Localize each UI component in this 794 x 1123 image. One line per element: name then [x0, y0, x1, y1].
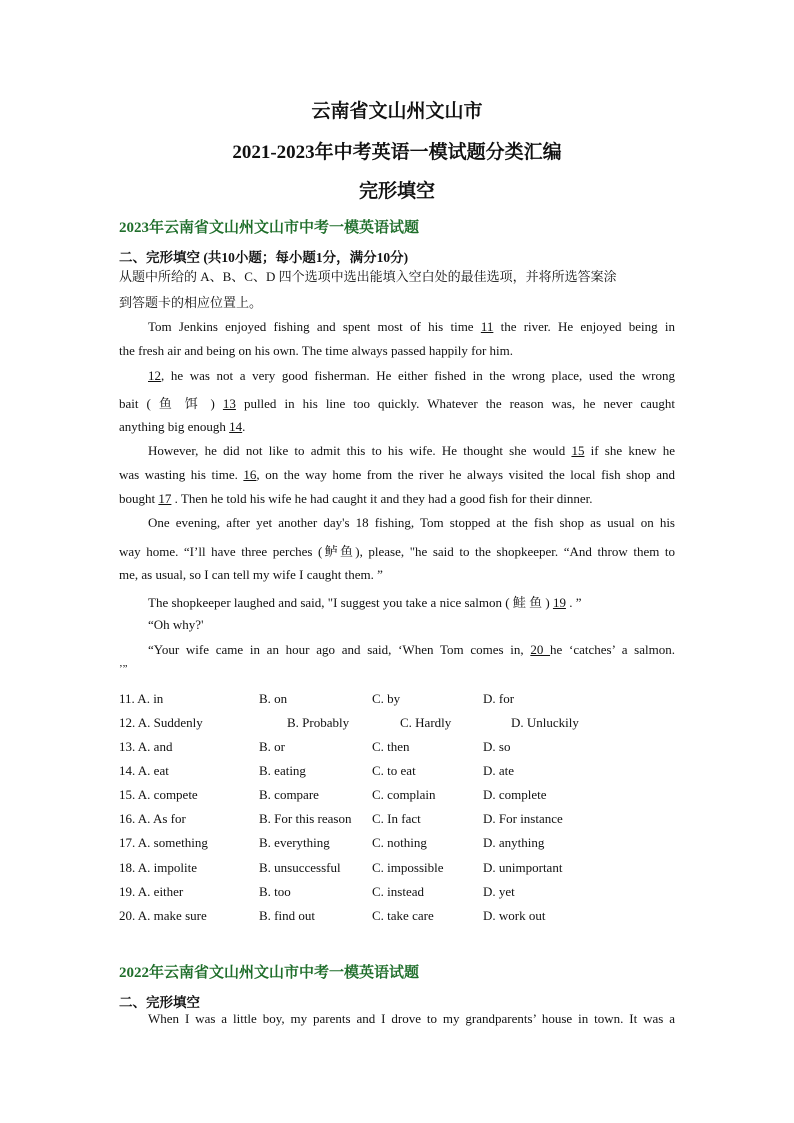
option-b: B. find out — [259, 908, 315, 923]
option-b: B. on — [259, 691, 288, 706]
passage-line: 12, he was not a very good fisherman. He either fished in the wrong place, used the wrong — [148, 368, 675, 383]
option-c: C. In fact — [372, 811, 421, 826]
passage-line: One evening, after yet another day's 18 fishing, Tom stopped at the fish shop as usual on his — [148, 515, 675, 530]
blank-19: 19 — [552, 595, 566, 610]
section-heading-2023: 2023年云南省文山州文山市中考一模英语试题 — [119, 220, 420, 236]
option-b: B. eating — [259, 763, 306, 778]
option-c: C. complain — [372, 787, 436, 802]
option-b: B. everything — [259, 835, 330, 850]
blank-16: 16 — [243, 467, 257, 482]
option-d: D. work out — [483, 908, 546, 923]
option-d: D. so — [483, 739, 511, 754]
blank-17: 17 — [158, 491, 172, 506]
question-number-option-a: 20. A. make sure — [119, 908, 207, 923]
option-c: C. then — [372, 739, 410, 754]
passage-line: bought 17 . Then he told his wife he had caught it and they had a good fish for their dinner. — [119, 491, 593, 506]
option-d: D. anything — [483, 835, 545, 850]
question-number-option-a: 17. A. something — [119, 835, 208, 850]
option-c: C. Hardly — [400, 715, 452, 730]
option-d: D. ate — [483, 763, 515, 778]
question-number-option-a: 14. A. eat — [119, 763, 169, 778]
question-number-option-a: 12. A. Suddenly — [119, 715, 203, 730]
passage-line: “Your wife came in an hour ago and said, ‘When Tom comes in, 20 he ‘catches’ a salmon. — [148, 642, 675, 657]
option-c: C. impossible — [372, 860, 444, 875]
passage-line: the fresh air and being on his own. The time always passed happily for him. — [119, 343, 514, 358]
question-number-option-a: 13. A. and — [119, 739, 173, 754]
passage-line: “Oh why?' — [148, 617, 204, 632]
blank-11: 11 — [480, 319, 494, 334]
question-number-option-a: 19. A. either — [119, 884, 184, 899]
option-c: C. to eat — [372, 763, 416, 778]
option-d: D. For instance — [483, 811, 563, 826]
question-number-option-a: 11. A. in — [119, 691, 164, 706]
passage-line: way home. “I’ll have three perches (鲈鱼), please, "he said to the shopkeeper. “And throw them to — [119, 544, 675, 559]
doc-title-line3: 完形填空 — [358, 181, 435, 202]
option-d: D. complete — [483, 787, 547, 802]
blank-15: 15 — [571, 443, 585, 458]
blank-20: 20 — [530, 642, 551, 657]
part-title-2023: 二、完形填空 (共10小题；每小题1分，满分10分) — [119, 250, 409, 265]
passage-line: me, as usual, so I can tell my wife I caught them. ” — [119, 567, 383, 582]
blank-12: 12 — [148, 368, 161, 383]
instructions-line-1: 从题中所给的 A、B、C、D 四个选项中选出能填入空白处的最佳选项，并将所选答案涂 — [119, 269, 617, 284]
blank-14: 14 — [229, 419, 243, 434]
passage-line: bait ( 鱼 饵 ) 13 pulled in his line too quickly. Whatever the reason was, he never caught — [119, 396, 675, 411]
option-c: C. take care — [372, 908, 434, 923]
option-b: B. compare — [259, 787, 319, 802]
option-b: B. unsuccessful — [259, 860, 341, 875]
passage-line: ’” — [119, 663, 128, 675]
passage-line: Tom Jenkins enjoyed fishing and spent most of his time 11 the river. He enjoyed being in — [148, 319, 676, 334]
passage-line: anything big enough 14. — [119, 419, 246, 434]
doc-title-line2: 2021-2023年中考英语一模试题分类汇编 — [232, 142, 562, 163]
option-d: D. for — [483, 691, 515, 706]
option-d: D. yet — [483, 884, 515, 899]
section-heading-2022: 2022年云南省文山州文山市中考一模英语试题 — [119, 965, 420, 981]
option-c: C. by — [372, 691, 401, 706]
part-title-2022: 二、完形填空 — [119, 995, 200, 1010]
option-b: B. or — [259, 739, 285, 754]
instructions-line-2: 到答题卡的相应位置上。 — [119, 295, 263, 310]
passage-line: However, he did not like to admit this to his wife. He thought she would 15 if she knew he — [148, 443, 675, 458]
option-b: B. Probably — [287, 715, 350, 730]
option-d: D. Unluckily — [511, 715, 579, 730]
passage-line: was wasting his time. 16, on the way home from the river he always visited the local fish shop and — [119, 467, 676, 482]
question-number-option-a: 18. A. impolite — [119, 860, 197, 875]
question-number-option-a: 16. A. As for — [119, 811, 186, 826]
doc-title-line1: 云南省文山州文山市 — [311, 101, 483, 122]
option-c: C. instead — [372, 884, 424, 899]
passage-line: The shopkeeper laughed and said, "I suggest you take a nice salmon ( 鲑 鱼 ) 19 . ” — [148, 595, 582, 610]
option-d: D. unimportant — [483, 860, 563, 875]
option-b: B. too — [259, 884, 291, 899]
option-c: C. nothing — [372, 835, 427, 850]
passage-line: When I was a little boy, my parents and I drove to my grandparents’ house in town. It was a — [148, 1011, 675, 1026]
question-number-option-a: 15. A. compete — [119, 787, 198, 802]
option-b: B. For this reason — [259, 811, 352, 826]
blank-13: 13 — [222, 396, 236, 411]
